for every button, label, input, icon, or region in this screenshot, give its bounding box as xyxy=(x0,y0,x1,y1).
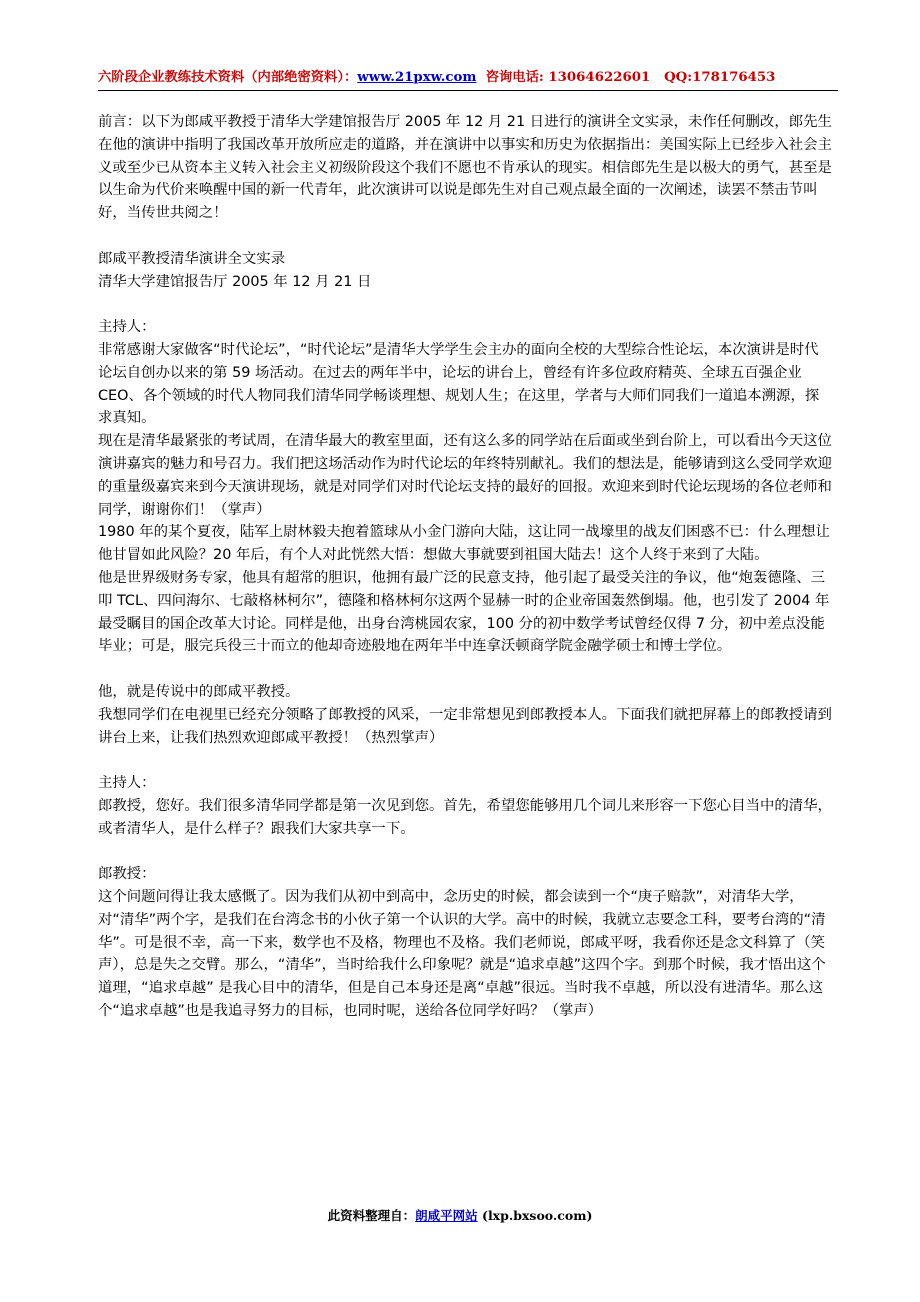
paragraph: 我想同学们在电视里已经充分领略了郎教授的风采，一定非常想见到郎教授本人。下面我们就把屏幕上的郎教授请到讲台上来，让我们热烈欢迎郎咸平教授！（热烈掌声） xyxy=(98,706,832,746)
paragraph-gap xyxy=(98,749,832,772)
paragraph: 主持人： xyxy=(98,319,156,336)
paragraph: 他是世界级财务专家，他具有超常的胆识，他拥有最广泛的民意支持，他引起了最受关注的争议，他“炮轰德隆、三叩 TCL、四问海尔、七敲格林柯尔”，德隆和格林柯尔这两个显赫一时的企业帝国轰然倒塌。他，也引发了 2004 年最受瞩目的国企改革大讨论。同样是他，出身台湾桃园农家，100 分的初中数学考试曾经仅得 7 分，初中差点没能毕业；可是，服完兵役三十而立的他却奇迹般地在两年半中连拿沃顿商学院金融学硕士和博士学位。 xyxy=(98,569,830,655)
paragraph: 他，就是传说中的郎咸平教授。 xyxy=(98,683,300,700)
paragraph: 非常感谢大家做客“时代论坛”，“时代论坛”是清华大学学生会主办的面向全校的大型综合性论坛，本次演讲是时代论坛自创办以来的第 59 场活动。在过去的两年半中，论坛的讲台上，曾经有许多位政府精英、全球五百强企业 CEO、各个领域的时代人物同我们清华同学畅谈理想、规划人生；在这里，学者与大师们同我们一道追本溯源，探求真知。 xyxy=(98,341,820,427)
paragraph: 清华大学建馆报告厅 2005 年 12 月 21 日 xyxy=(98,273,372,290)
document-body xyxy=(98,111,832,1023)
paragraph: 郎教授，您好。我们很多清华同学都是第一次见到您。首先，希望您能够用几个词儿来形容一下您心目当中的清华，或者清华人，是什么样子？跟我们大家共享一下。 xyxy=(98,797,832,837)
page-header xyxy=(98,66,838,91)
header-phone: 咨询电话: 13064622601 xyxy=(485,70,651,85)
paragraph: 郎教授： xyxy=(98,866,156,883)
header-qq: QQ:178176453 xyxy=(664,70,776,85)
header-separator: ： xyxy=(344,70,358,85)
paragraph-gap xyxy=(98,841,832,864)
header-site-link[interactable]: www.21pxw.com xyxy=(357,70,477,85)
paragraph-gap xyxy=(98,293,832,316)
paragraph: 现在是清华最紧张的考试周，在清华最大的教室里面，还有这么多的同学站在后面或坐到台阶上，可以看出今天这位演讲嘉宾的魅力和号召力。我们把这场活动作为时代论坛的年终特别献礼。我们的想法是，能够请到这么受同学欢迎的重量级嘉宾来到今天演讲现场，就是对同学们对时代论坛支持的最好的回报。欢迎来到时代论坛现场的各位老师和同学，谢谢你们！（掌声） xyxy=(98,433,832,518)
footer-site-link[interactable]: 朗咸平网站 xyxy=(415,1208,478,1223)
footer-suffix: (lxp.bxsoo.com) xyxy=(477,1208,593,1223)
paragraph: 前言：以下为郎咸平教授于清华大学建馆报告厅 2005 年 12 月 21 日进行的演讲全文实录，未作任何删改，郎先生在他的演讲中指明了我国改革开放所应走的道路，并在演讲中以事实和历史为依据指出：美国实际上已经步入社会主义或至少已从资本主义转入社会主义初级阶段这个我们不愿也不肯承认的现实。相信郎先生是以极大的勇气，甚至是以生命为代价来唤醒中国的新一代青年，此次演讲可以说是郎先生对自己观点最全面的一次阐述，读罢不禁击节叫好，当传世共阅之！ xyxy=(98,114,832,222)
paragraph-gap xyxy=(98,658,832,681)
paragraph: 这个问题问得让我太感慨了。因为我们从初中到高中，念历史的时候，都会读到一个“庚子赔款”，对清华大学，对“清华”两个字，是我们在台湾念书的小伙子第一个认识的大学。高中的时候，我就立志要念工科，要考台湾的“清华”。可是很不幸，高一下来，数学也不及格，物理也不及格。我们老师说，郎咸平呀，我看你还是念文科算了（笑声），总是失之交臂。那么，“清华”，当时给我什么印象呢？就是“追求卓越”这四个字。到那个时候，我才悟出这个道理，“追求卓越” 是我心目中的清华，但是自己本身还是离“卓越”很远。当时我不卓越，所以没有进清华。那么这个“追求卓越”也是我追寻努力的目标，也同时呢，送给各位同学好吗？（掌声） xyxy=(98,889,826,1020)
paragraph: 1980 年的某个夏夜，陆军上尉林毅夫抱着篮球从小金门游向大陆，这让同一战壕里的战友们困惑不已：什么理想让他甘冒如此风险？20 年后，有个人对此恍然大悟：想做大事就要到祖国大陆去！这个人终于来到了大陆。 xyxy=(98,524,830,564)
page-footer xyxy=(0,1206,920,1224)
paragraph: 郎咸平教授清华演讲全文实录 xyxy=(98,250,286,267)
paragraph: 主持人： xyxy=(98,775,156,792)
footer-prefix: 此资料整理自： xyxy=(327,1208,416,1223)
paragraph-gap xyxy=(98,225,832,248)
header-title: 六阶段企业教练技术资料（内部绝密资料） xyxy=(98,70,344,85)
